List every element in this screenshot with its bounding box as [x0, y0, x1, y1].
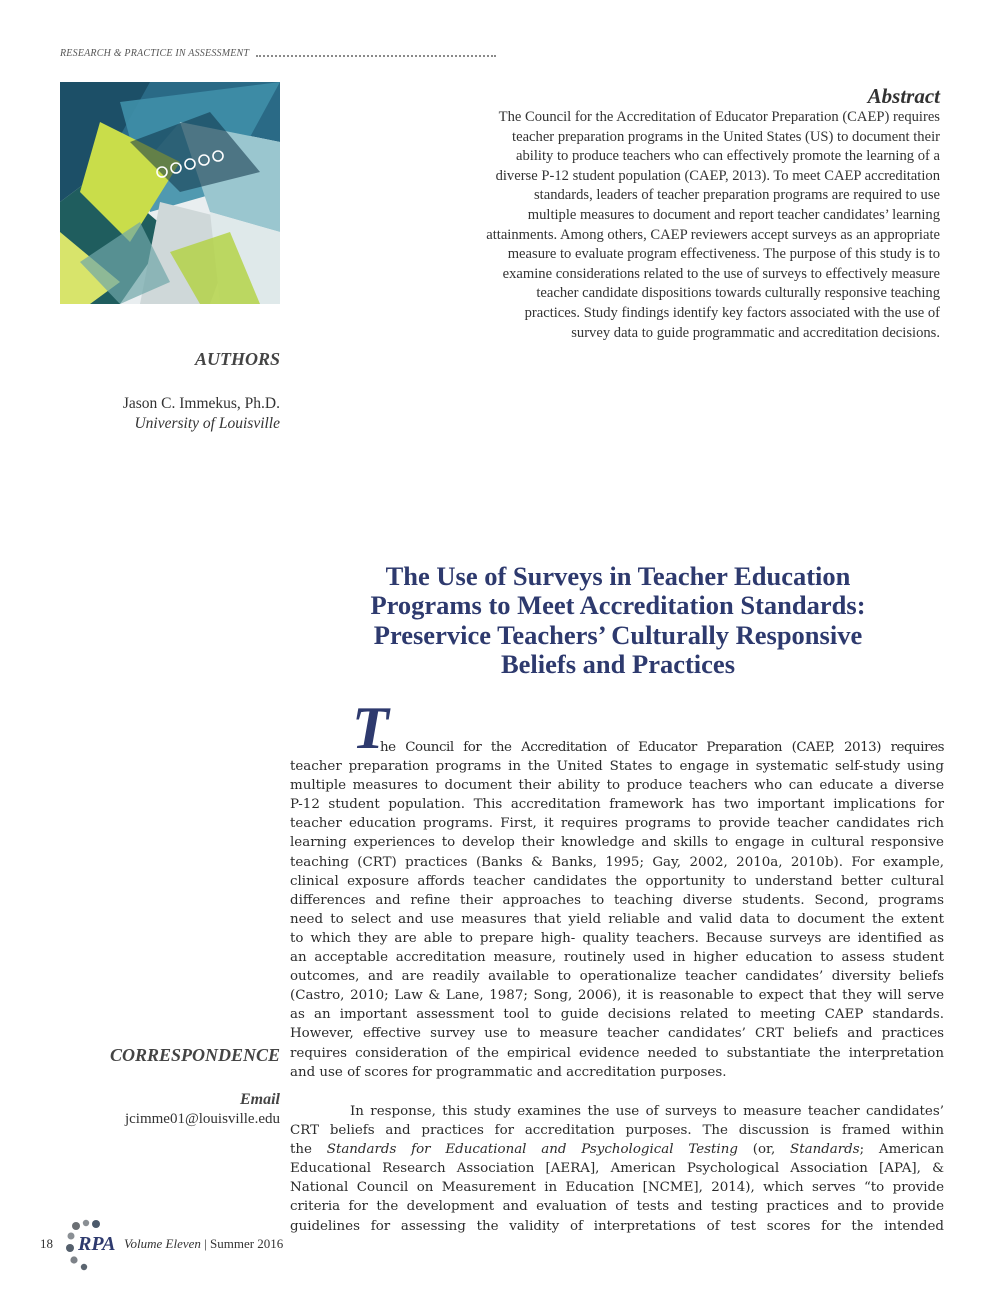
body-line: P-12 student population. This accreditation framework has two important implications for — [290, 797, 944, 813]
footer-separator: | — [200, 1236, 210, 1251]
cover-art-image — [60, 82, 280, 304]
body-line: differences and refine their approaches to teaching diverse students. Second, programs — [290, 892, 944, 908]
abstract-line: practices. Study findings identify key factors associated with the use of — [524, 304, 940, 321]
body-line: and use of scores for programmatic and accreditation purposes. — [290, 1064, 727, 1080]
body-paragraph-2 — [290, 1102, 944, 1236]
season-text: Summer 2016 — [210, 1236, 284, 1251]
volume-text: Volume Eleven — [124, 1236, 201, 1251]
correspondence-heading: CORRESPONDENCE — [109, 1045, 280, 1065]
body-text: (or, — [737, 1142, 791, 1158]
email-label: Email — [239, 1091, 280, 1108]
authors-heading: AUTHORS — [194, 349, 280, 369]
body-paragraph-1 — [290, 738, 944, 1082]
body-line: In response, this study examines the use of surveys to measure teacher candidates’ — [350, 1104, 944, 1119]
abstract-line: examine considerations related to the use of surveys to effectively measure — [502, 265, 940, 282]
body-line: he Council for the Accreditation of Educator Preparation (CAEP, 2013) requires — [380, 740, 944, 755]
body-line: CRT beliefs and practices for accreditation purposes. The discussion is framed within — [290, 1123, 944, 1139]
body-line: an acceptable accreditation measure, routinely used in higher education to assess student — [290, 950, 944, 966]
title-line: The Use of Surveys in Teacher Education — [385, 561, 851, 591]
abstract-line: attainments. Among others, CAEP reviewers accept surveys as an appropriate — [486, 226, 940, 243]
abstract-line: The Council for the Accreditation of Educator Preparation (CAEP) requires — [498, 109, 940, 125]
body-line: criteria for the development and evaluation of tests and testing practices and to provide — [290, 1199, 944, 1215]
body-line: requires consideration of the empirical evidence needed to substantiate the interpretation — [290, 1045, 944, 1061]
body-line: (Castro, 2010; Law & Lane, 1987; Song, 2006), it is reasonable to expect that they will serve — [290, 988, 944, 1004]
running-header: RESEARCH & PRACTICE IN ASSESSMENT — [60, 48, 250, 59]
footer-volume — [124, 1236, 283, 1252]
title-line: Programs to Meet Accreditation Standards: — [370, 590, 866, 621]
article-title — [300, 562, 936, 680]
rpa-logo — [64, 1218, 120, 1272]
abstract-line: teacher candidate dispositions towards culturally responsive teaching — [536, 285, 940, 302]
body-text: ; American — [859, 1142, 945, 1158]
abstract-line: diverse P-12 student population (CAEP, 2013). To meet CAEP accreditation — [495, 167, 940, 184]
body-line: guidelines for assessing the validity of interpretations of test scores for the intended — [290, 1218, 944, 1234]
abstract-line: standards, leaders of teacher preparation programs are required to use — [533, 187, 940, 204]
body-text: the — [290, 1142, 327, 1158]
body-line: teacher education programs. First, it requires programs to provide teacher candidates rich — [290, 816, 944, 832]
header-dotted-rule — [256, 55, 496, 57]
body-line: outcomes, and are readily available to operationalize teacher candidates’ diversity beliefs — [290, 969, 944, 985]
body-line: learning experiences to develop their knowledge and skills to engage in cultural responsive — [290, 835, 944, 851]
body-line: to which they are able to prepare high- quality teachers. Because surveys are identified as — [290, 930, 944, 946]
body-line: multiple measures to document their ability to produce teachers who can educate a diverse — [290, 778, 944, 794]
title-line: Preservice Teachers’ Culturally Responsive — [373, 619, 863, 650]
email-link[interactable]: jcimme01@louisville.edu — [124, 1111, 280, 1127]
abstract-heading: Abstract — [867, 84, 940, 108]
standards-short-title: Standards — [790, 1142, 860, 1158]
body-line: clinical exposure affords teacher candidates the opportunity to understand better cultural — [290, 873, 944, 889]
body-line: as an important assessment tool to guide decisions related to meeting CAEP standards. — [290, 1007, 944, 1023]
body-line: teaching (CRT) practices (Banks & Banks, 1995; Gay, 2002, 2010a, 2010b). For example, — [290, 854, 944, 870]
author-name: Jason C. Immekus, Ph.D. — [122, 395, 280, 412]
body-line: However, effective survey use to measure teacher candidates’ CRT beliefs and practices — [290, 1026, 944, 1042]
body-line: need to select and use measures that yield reliable and valid data to document the extent — [290, 911, 944, 927]
abstract-line: survey data to guide programmatic and accreditation decisions. — [571, 324, 940, 341]
abstract-line: teacher preparation programs in the United States (US) to document their — [512, 128, 940, 145]
body-line: teacher preparation programs in the United States to engage in systematic self-study using — [290, 759, 944, 775]
page-number: 18 — [40, 1236, 53, 1251]
standards-book-title: Standards for Educational and Psychological Testing — [326, 1142, 738, 1158]
abstract-line: multiple measures to document and report teacher candidates’ learning — [527, 206, 940, 223]
body-line: Educational Research Association [AERA], American Psychological Association [APA], & — [290, 1161, 944, 1177]
svg-text:RPA: RPA — [78, 1233, 116, 1255]
body-line — [290, 1140, 944, 1159]
author-affiliation: University of Louisville — [134, 415, 280, 432]
drop-cap: T — [352, 695, 389, 761]
body-line: National Council on Measurement in Education [NCME], 2014), which serves “to provide — [290, 1180, 944, 1196]
abstract-text — [404, 108, 940, 343]
abstract-line: ability to produce teachers who can effectively promote the learning of a — [516, 148, 940, 165]
title-line: Beliefs and Practices — [500, 649, 736, 680]
abstract-line: measure to evaluate program effectiveness. The purpose of this study is to — [507, 246, 940, 263]
